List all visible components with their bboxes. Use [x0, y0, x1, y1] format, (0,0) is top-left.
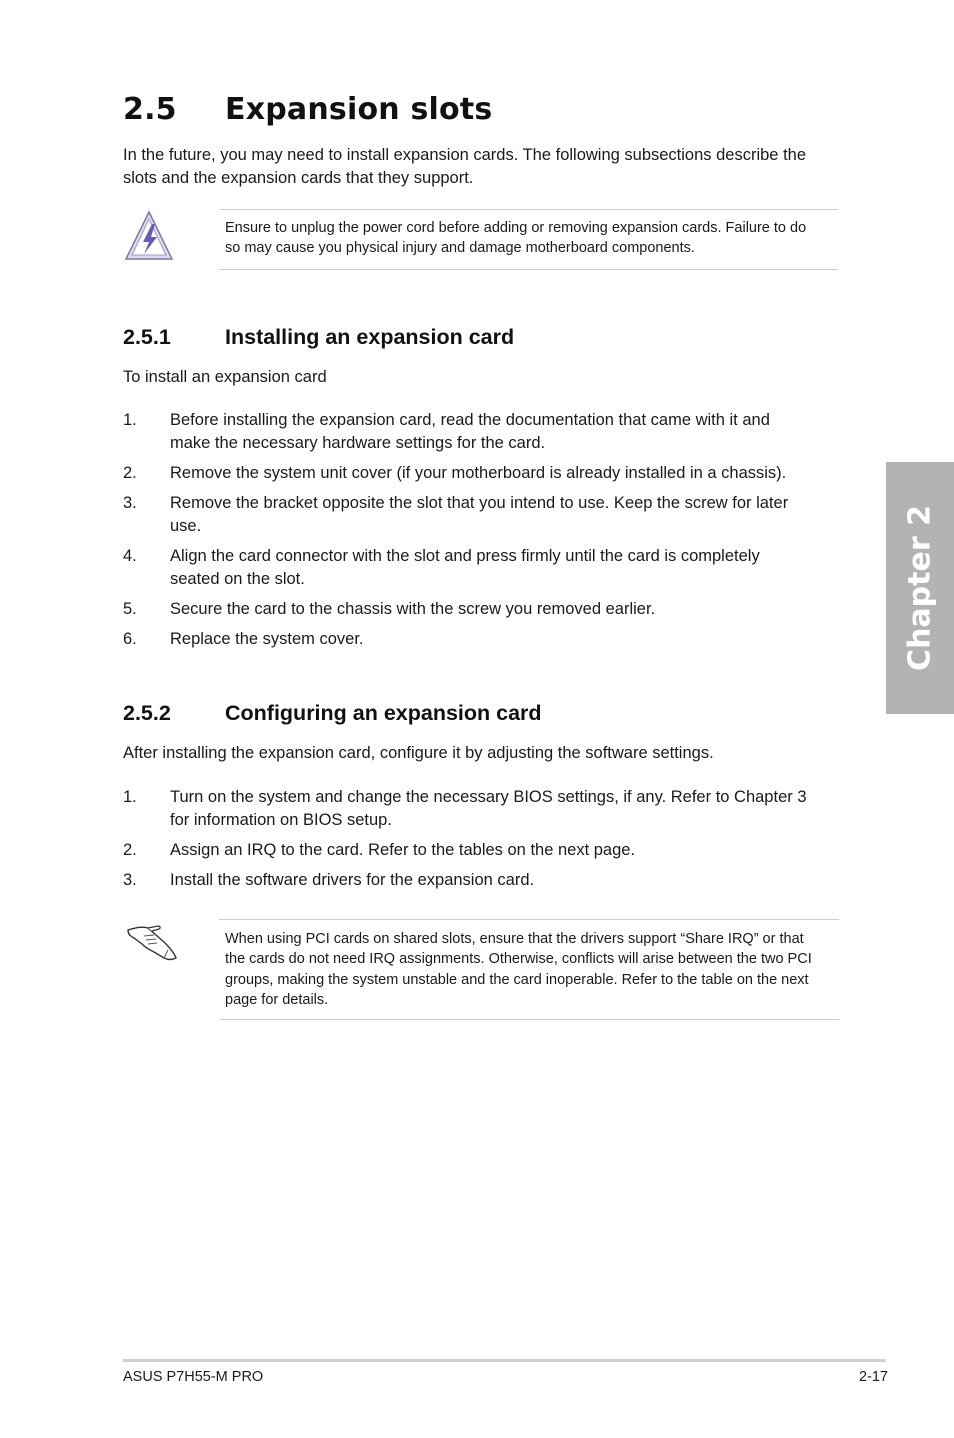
- subsection-title: Configuring an expansion card: [225, 701, 542, 725]
- info-note-line: When using PCI cards on shared slots, ensure that the drivers support “Share IRQ” or that: [225, 931, 804, 947]
- section-title: Expansion slots: [225, 92, 493, 127]
- section-number: 2.5: [123, 92, 177, 127]
- step-number: 1.: [123, 411, 137, 429]
- info-note-line: groups, making the system unstable and the card inoperable. Refer to the table on the next: [225, 971, 809, 988]
- step-text: Turn on the system and change the necessary BIOS settings, if any. Refer to Chapter 3: [170, 788, 807, 806]
- section-heading: [123, 92, 492, 127]
- step-text: Secure the card to the chassis with the screw you removed earlier.: [170, 600, 656, 618]
- footer-divider: [123, 1359, 886, 1362]
- step-text: seated on the slot.: [170, 570, 305, 588]
- configure-intro: After installing the expansion card, configure it by adjusting the software settings.: [123, 744, 714, 762]
- step-text: for information on BIOS setup.: [170, 811, 392, 829]
- step-text: Remove the bracket opposite the slot that you intend to use. Keep the screw for later: [170, 494, 789, 512]
- step-number: 2.: [123, 464, 137, 482]
- step-text: Assign an IRQ to the card. Refer to the tables on the next page.: [170, 841, 636, 859]
- footer-page-number: 2-17: [858, 1369, 888, 1385]
- chapter-tab: [886, 462, 954, 714]
- section-intro: In the future, you may need to install expansion cards. The following subsections describe the slots and the expansion cards that they support.: [123, 146, 807, 187]
- subsection-heading-configure: [123, 701, 542, 726]
- hand-note-icon: [124, 920, 180, 964]
- warning-icon: [122, 208, 178, 264]
- info-note-line: page for details.: [225, 991, 329, 1008]
- subsection-number: 2.5.2: [123, 701, 171, 725]
- info-note-line: the cards do not need IRQ assignments. Otherwise, conflicts will arise between the two PCI: [225, 951, 812, 968]
- footer-product-name: ASUS P7H55-M PRO: [123, 1369, 264, 1385]
- step-text: Before installing the expansion card, read the documentation that came with it and: [170, 411, 770, 429]
- subsection-heading-install: [123, 325, 514, 350]
- step-text: use.: [170, 517, 202, 535]
- step-number: 6.: [123, 630, 137, 648]
- step-text: Remove the system unit cover (if your motherboard is already installed in a chassis).: [170, 464, 787, 482]
- step-text: Align the card connector with the slot and press firmly until the card is completely: [170, 547, 760, 565]
- warning-note-line: Ensure to unplug the power cord before adding or removing expansion cards. Failure to do: [225, 220, 807, 236]
- subsection-number: 2.5.1: [123, 325, 171, 349]
- step-text: make the necessary hardware settings for the card.: [170, 434, 546, 452]
- warning-note: [219, 209, 838, 270]
- step-number: 3.: [123, 494, 137, 512]
- step-number: 5.: [123, 600, 137, 618]
- step-number: 2.: [123, 841, 137, 859]
- subsection-title: Installing an expansion card: [225, 325, 515, 349]
- step-number: 3.: [123, 871, 137, 889]
- chapter-tab-label: Chapter 2: [902, 505, 938, 671]
- step-text: Replace the system cover.: [170, 630, 364, 648]
- step-number: 4.: [123, 547, 137, 565]
- info-note: [219, 919, 839, 1020]
- warning-note-line: so may cause you physical injury and damage motherboard components.: [225, 240, 695, 257]
- step-number: 1.: [123, 788, 137, 806]
- install-intro: To install an expansion card: [123, 368, 327, 386]
- step-text: Install the software drivers for the expansion card.: [170, 871, 535, 889]
